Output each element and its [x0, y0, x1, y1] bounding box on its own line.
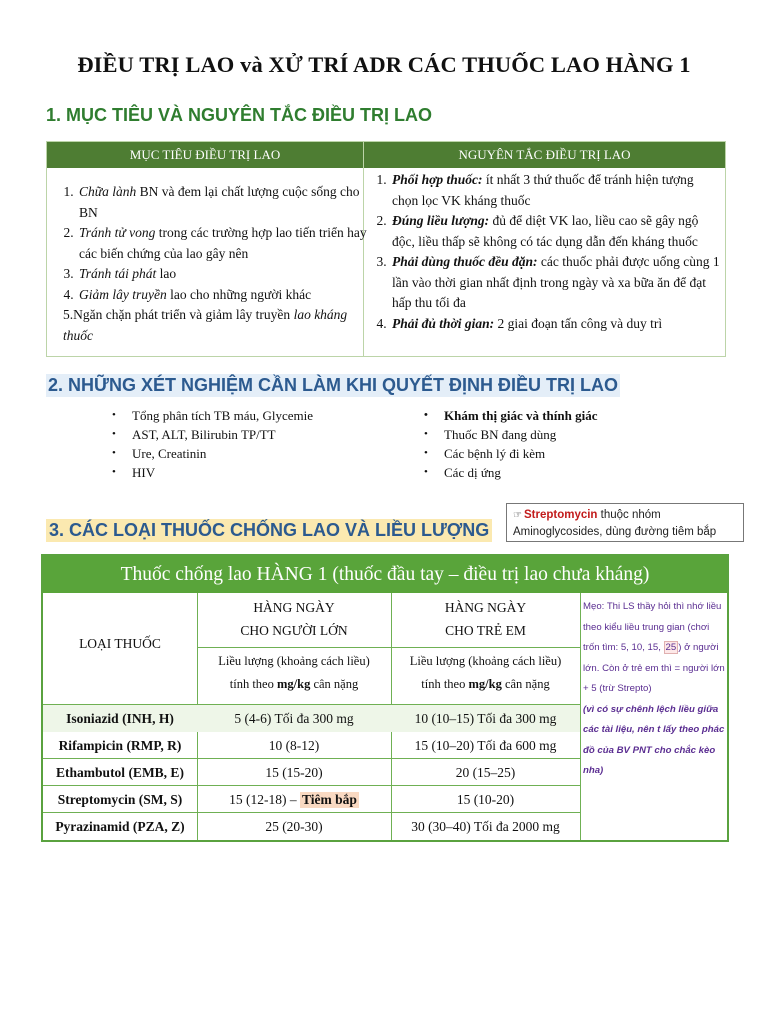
col-child-header: HÀNG NGÀY CHO TRẺ EM — [444, 600, 527, 638]
clinical-checks-list — [410, 406, 598, 482]
list-item: • HIV — [114, 463, 313, 482]
table-row: Isoniazid (INH, H) 5 (4-6) Tối đa 300 mg 10 (10–15) Tối đa 300 mg — [43, 705, 580, 732]
lab-tests-list — [98, 406, 313, 482]
pointing-hand-icon: ☞ — [513, 510, 522, 521]
dosage-tip-note: Mẹo: Thi LS thầy hỏi thì nhớ liều theo kiểu liều trung gian (chơi trốn tìm: 5, 10, 15, 25 ) ở người lớn. Còn ở trẻ em thì = người lớn + 5 (trừ Strepto) (vì có sự chênh lệch liều giữa các tài liệu, nên t lấy theo phác đồ của BV PNT cho chắc kèo nha) — [583, 601, 725, 776]
list-item: • Khám thị giác và thính giác — [426, 406, 598, 425]
table-row: Ethambutol (EMB, E) 15 (15-20) 20 (15–25) — [56, 764, 516, 780]
goal-item: 3. Tránh tái phát lao — [77, 264, 367, 285]
principles-header: NGUYÊN TẮC ĐIỀU TRỊ LAO — [364, 142, 725, 168]
goal-item: 1. Chữa lành BN và đem lại chất lượng cuộc sống cho BN — [77, 182, 367, 223]
table-row: Rifampicin (RMP, R) 10 (8-12) 15 (10–20) Tối đa 600 mg — [58, 737, 557, 753]
child-dose-subheader: Liều lượng (khoảng cách liều) tính theo mg/kg cân nặng — [409, 654, 562, 691]
adult-dose-subheader: Liều lượng (khoảng cách liều) tính theo mg/kg cân nặng — [218, 654, 370, 691]
list-item: • Tổng phân tích TB máu, Glycemie — [114, 406, 313, 425]
list-item: • Thuốc BN đang dùng — [426, 425, 598, 444]
list-item: • Các bệnh lý đi kèm — [426, 444, 598, 463]
goal-item: 4. Giảm lây truyền lao cho những người khác — [77, 285, 367, 306]
col-drug-header: LOẠI THUỐC — [79, 636, 161, 651]
goals-list — [59, 182, 367, 346]
goals-header: MỤC TIÊU ĐIỀU TRỊ LAO — [47, 142, 363, 168]
section2-heading: 2. NHỮNG XÉT NGHIỆM CẦN LÀM KHI QUYẾT ĐỊNH ĐIỀU TRỊ LAO — [48, 375, 618, 395]
injection-highlight: Tiêm bắp — [301, 791, 357, 807]
streptomycin-note: ☞ Streptomycin thuộc nhóm Aminoglycosides, dùng đường tiêm bắp — [506, 503, 744, 542]
goal-item: 5.Ngăn chặn phát triển và giảm lây truyền lao kháng thuốc — [63, 307, 348, 343]
principle-item: 2. Đúng liều lượng: đủ để diệt VK lao, liều cao sẽ gây ngộ độc, liều thấp sẽ không có tác dụng dẫn đến kháng thuốc — [390, 211, 720, 252]
table-row: Pyrazinamid (PZA, Z) 25 (20-30) 30 (30–40) Tối đa 2000 mg — [55, 818, 560, 834]
table-row: Streptomycin (SM, S) 15 (12-18) – Tiêm bắp 15 (10-20) — [57, 791, 515, 807]
page-title: ĐIỀU TRỊ LAO và XỬ TRÍ ADR CÁC THUỐC LAO HÀNG 1 — [77, 52, 691, 77]
list-item: • AST, ALT, Bilirubin TP/TT — [114, 425, 313, 444]
section3-heading: 3. CÁC LOẠI THUỐC CHỐNG LAO VÀ LIỀU LƯỢNG — [46, 519, 492, 542]
principle-item: 1. Phối hợp thuốc: ít nhất 3 thứ thuốc để tránh hiện tượng chọn lọc VK kháng thuốc — [390, 170, 720, 211]
list-item: • Các dị ứng — [426, 463, 598, 482]
col-adult-header: HÀNG NGÀY CHO NGƯỜI LỚN — [240, 600, 348, 638]
section1-heading: 1. MỤC TIÊU VÀ NGUYÊN TẮC ĐIỀU TRỊ LAO — [46, 105, 433, 125]
goal-item: 2. Tránh tử vong trong các trường hợp lao tiến triển hay các biến chứng của lao gây nên — [77, 223, 367, 264]
drug-dosage-table — [41, 554, 729, 842]
table-banner: Thuốc chống lao HÀNG 1 (thuốc đầu tay – điều trị lao chưa kháng) — [43, 556, 727, 593]
principle-item: 4. Phải đủ thời gian: 2 giai đoạn tấn công và duy trì — [390, 314, 720, 335]
principles-list — [372, 170, 720, 334]
list-item: • Ure, Creatinin — [114, 444, 313, 463]
goals-principles-table — [46, 141, 726, 357]
principle-item: 3. Phải dùng thuốc đều đặn: các thuốc phải được uống cùng 1 lần vào thời gian nhất định trong ngày và xa bữa ăn để đạt hấp thu tối đa — [390, 252, 720, 314]
